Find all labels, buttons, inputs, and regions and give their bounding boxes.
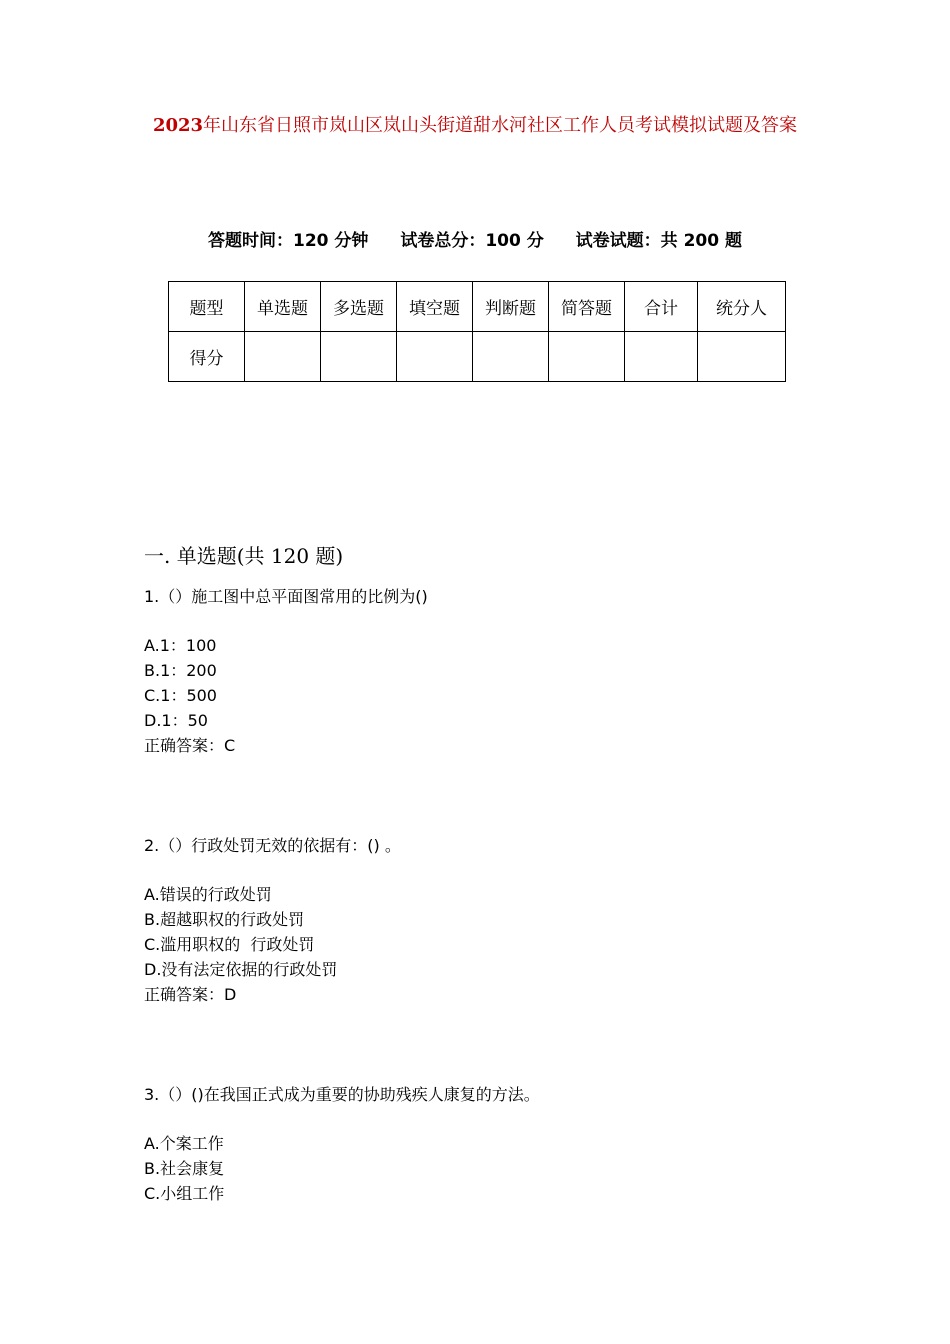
exam-question-count: 试卷试题：共 200 题 [575, 231, 742, 251]
score-header-cell: 合计 [625, 282, 698, 332]
question-option: D.1：50 [144, 711, 208, 730]
question-stem: 3.（）()在我国正式成为重要的协助残疾人康复的方法。 [144, 1085, 540, 1104]
score-header-cell: 题型 [169, 282, 245, 332]
score-table-score-row [169, 332, 786, 382]
score-cell [549, 332, 625, 382]
score-header-cell: 填空题 [397, 282, 473, 332]
document-title [140, 113, 810, 139]
question-option: A.个案工作 [144, 1134, 224, 1153]
question-2 [144, 833, 401, 1007]
score-header-cell: 简答题 [549, 282, 625, 332]
exam-meta [0, 226, 950, 251]
exam-time: 答题时间：120 分钟 [208, 231, 369, 251]
score-row-label: 得分 [169, 332, 245, 382]
question-answer: 正确答案：D [144, 985, 237, 1004]
score-header-cell: 多选题 [321, 282, 397, 332]
title-text: 年山东省日照市岚山区岚山头街道甜水河社区工作人员考试模拟试题及答案 [203, 115, 798, 136]
question-option: B.超越职权的行政处罚 [144, 910, 305, 929]
score-cell [698, 332, 786, 382]
question-option: A.错误的行政处罚 [144, 885, 272, 904]
question-stem: 2.（）行政处罚无效的依据有：() 。 [144, 836, 401, 855]
score-table-header-row [169, 282, 786, 332]
question-option: C.1：500 [144, 686, 217, 705]
question-option: B.社会康复 [144, 1159, 225, 1178]
score-cell [473, 332, 549, 382]
score-header-cell: 统分人 [698, 282, 786, 332]
question-stem: 1.（）施工图中总平面图常用的比例为() [144, 587, 428, 606]
score-table [168, 281, 786, 382]
score-cell [245, 332, 321, 382]
section-title: 一. 单选题(共 120 题) [144, 544, 344, 568]
question-option: B.1：200 [144, 661, 217, 680]
title-year: 2023 [152, 115, 204, 136]
question-option: A.1：100 [144, 636, 217, 655]
question-option: C.滥用职权的 行政处罚 [144, 935, 315, 954]
exam-total-score: 试卷总分：100 分 [400, 231, 544, 251]
question-option: D.没有法定依据的行政处罚 [144, 960, 338, 979]
question-option: C.小组工作 [144, 1184, 225, 1203]
score-header-cell: 判断题 [473, 282, 549, 332]
question-3 [144, 1082, 540, 1206]
score-cell [321, 332, 397, 382]
question-1 [144, 584, 428, 758]
score-cell [397, 332, 473, 382]
score-cell [625, 332, 698, 382]
question-answer: 正确答案：C [144, 736, 236, 755]
score-header-cell: 单选题 [245, 282, 321, 332]
